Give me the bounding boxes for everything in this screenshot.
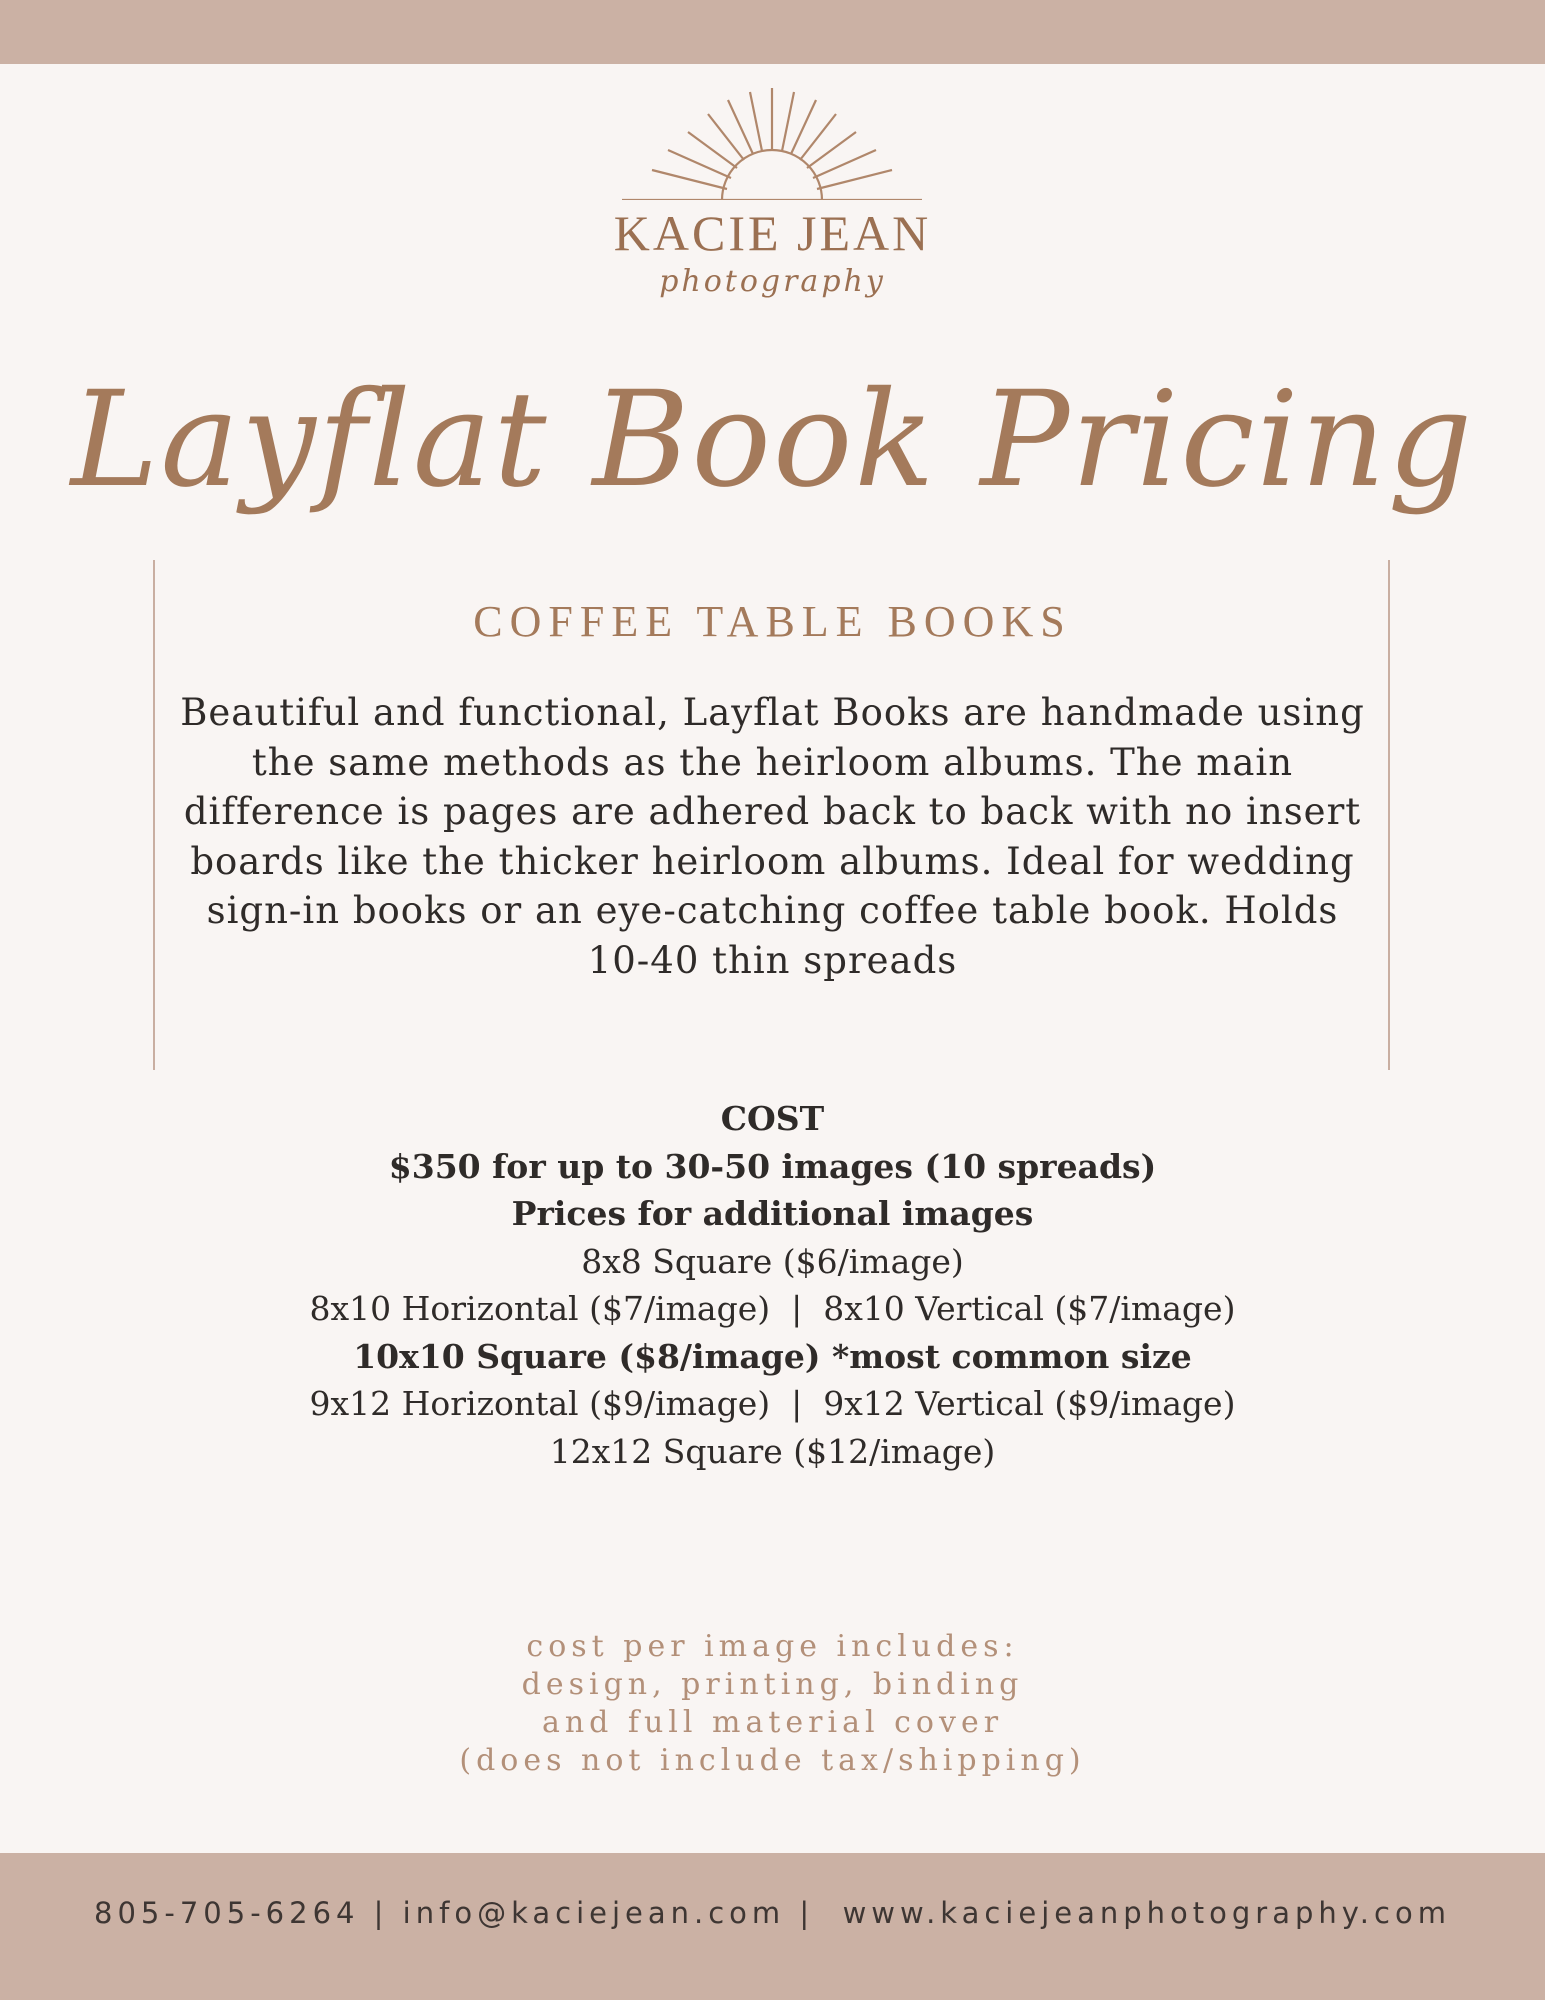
price-option: 12x12 Square ($12/image) [549, 1431, 996, 1471]
base-price: $350 for up to 30-50 images (10 spreads) [388, 1146, 1157, 1186]
additional-images-heading: Prices for additional images [511, 1194, 1034, 1233]
includes-line: (does not include tax/shipping) [459, 1743, 1086, 1778]
includes-line: and full material cover [541, 1705, 1004, 1740]
price-option-most-common: 10x10 Square ($8/image) *most common size [353, 1336, 1192, 1376]
footer-contact: 805-705-6264 | info@kaciejean.com | www.kaciejeanphotography.com [94, 1896, 1451, 1930]
description-text: Beautiful and functional, Layflat Books are handmade using the same methods as the heirloom albums. The main difference is pages are adhered back to back with no insert boards like the thicker heirloom albums. Ideal for wedding sign-in books or an eye-catching coffee table book. Holds 10-40 thin spreads [180, 691, 1365, 982]
brand-name: KACIE JEAN [613, 205, 932, 261]
brand-subtitle: photography [659, 264, 886, 299]
price-option: 8x10 Horizontal ($7/image) | 8x10 Vertical ($7/image) [309, 1289, 1236, 1328]
includes-note [0, 1628, 1545, 1780]
top-color-band [0, 0, 1545, 64]
price-option: 9x12 Horizontal ($9/image) | 9x12 Vertical ($9/image) [309, 1384, 1236, 1423]
cost-heading: COST [720, 1099, 825, 1138]
cost-section [0, 1095, 1545, 1475]
includes-line: cost per image includes: [526, 1629, 1019, 1664]
sunburst-icon [622, 88, 922, 200]
section-title: COFFEE TABLE BOOKS [473, 597, 1072, 646]
page-title: Layflat Book Pricing [70, 363, 1475, 517]
price-option: 8x8 Square ($6/image) [581, 1241, 964, 1281]
brand-logo [0, 80, 1545, 310]
includes-line: design, printing, binding [521, 1667, 1024, 1702]
